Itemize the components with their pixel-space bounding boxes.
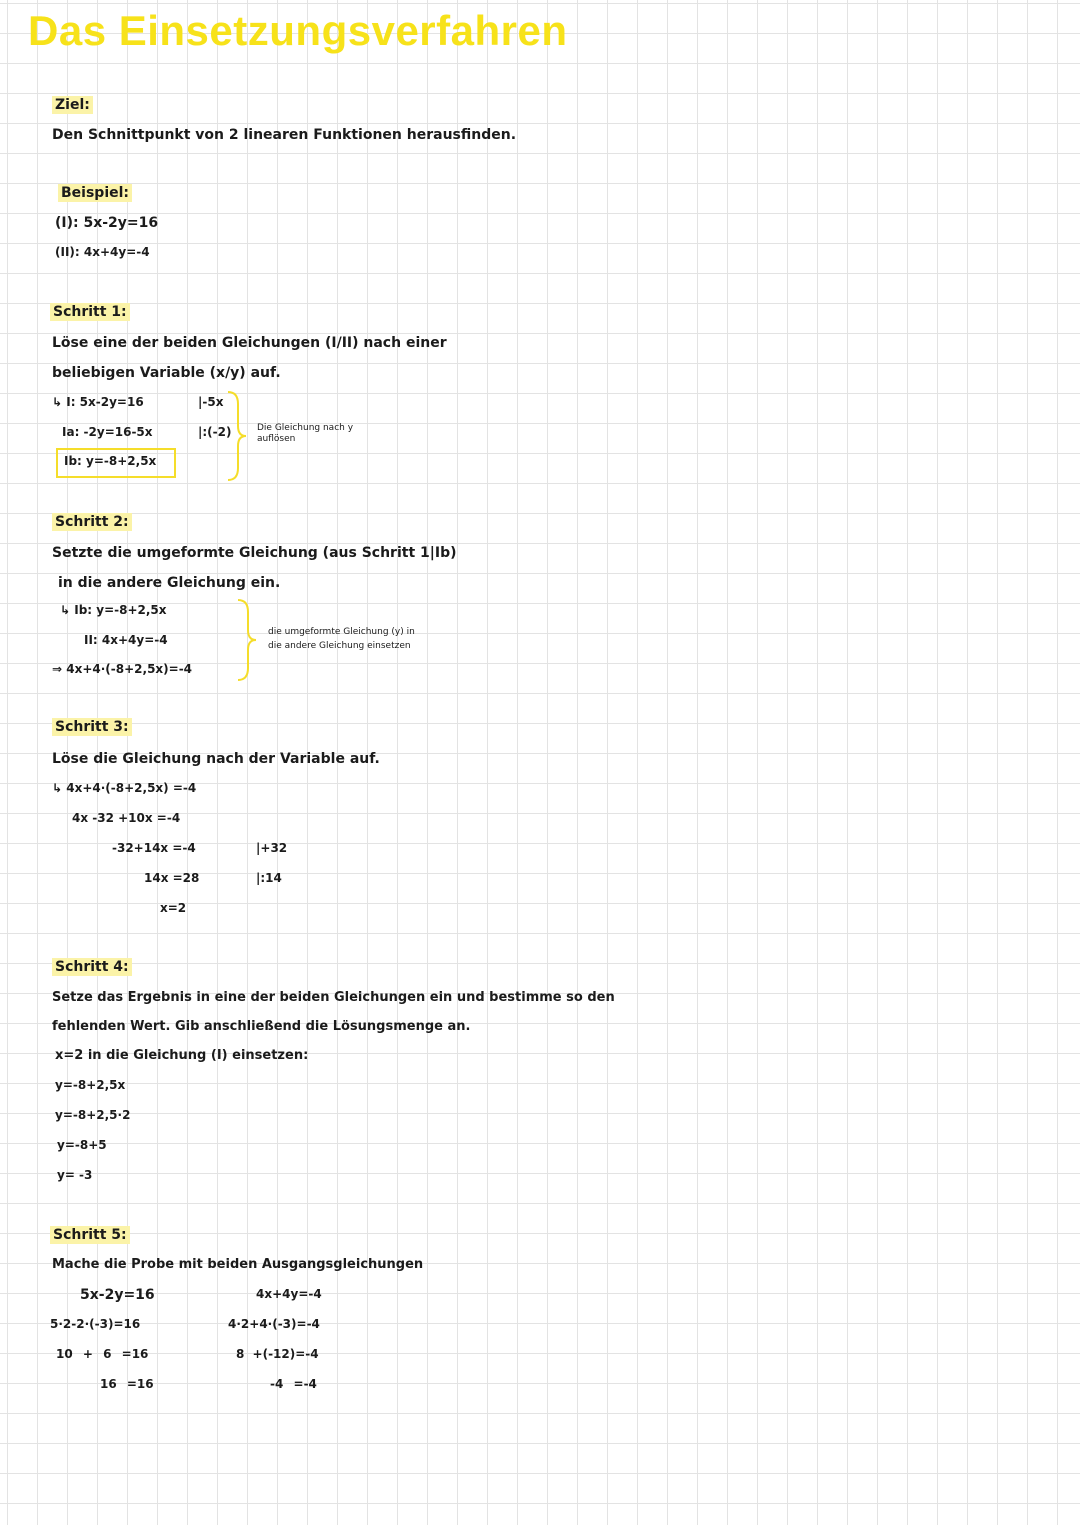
ziel-text: Den Schnittpunkt von 2 linearen Funktionen herausfinden.	[52, 127, 517, 143]
schritt4-heading	[52, 960, 132, 974]
schritt4-line3: x=2 in die Gleichung (I) einsetzen:	[55, 1048, 309, 1063]
probe-right-2: 4·2+4·(-3)=-4	[228, 1317, 320, 1331]
schritt1-op-a: |-5x	[198, 395, 224, 409]
probe-right-1: 4x+4y=-4	[256, 1287, 322, 1301]
schritt1-op-b: |:(-2)	[198, 425, 232, 439]
schritt3-line1: Löse die Gleichung nach der Variable auf.	[52, 751, 380, 767]
schritt2-note-line1: die umgeformte Gleichung (y) in	[268, 627, 415, 637]
page-title: Das Einsetzungsverfahren	[28, 7, 568, 54]
schritt4-eq-c: y=-8+5	[57, 1138, 107, 1152]
schritt4-heading-label: Schritt 4:	[52, 958, 132, 976]
schritt1-eq-c: Ib: y=-8+2,5x	[64, 454, 157, 468]
schritt3-eq-c: -32+14x =-4	[112, 841, 196, 855]
schritt4-line1: Setze das Ergebnis in eine der beiden Gleichungen ein und bestimme so den	[52, 990, 615, 1005]
probe-right-4: -4 =-4	[270, 1377, 317, 1391]
schritt1-eq-a: ↳ I: 5x-2y=16	[52, 395, 144, 409]
schritt1-eq-b: Ia: -2y=16-5x	[62, 425, 153, 439]
schritt2-line1: Setzte die umgeformte Gleichung (aus Schritt 1|Ib)	[52, 545, 457, 561]
schritt4-eq-a: y=-8+2,5x	[55, 1078, 126, 1092]
schritt3-heading-label: Schritt 3:	[52, 718, 132, 736]
schritt3-eq-b: 4x -32 +10x =-4	[72, 811, 181, 825]
schritt4-eq-d: y= -3	[57, 1168, 93, 1182]
schritt1-heading	[50, 305, 130, 319]
beispiel-heading-label: Beispiel:	[58, 184, 132, 202]
probe-left-1: 5x-2y=16	[80, 1287, 155, 1303]
probe-left-4: 16 =16	[100, 1377, 154, 1391]
beispiel-eq2: (II): 4x+4y=-4	[55, 245, 150, 259]
schritt2-eq-c: ⇒ 4x+4·(-8+2,5x)=-4	[52, 662, 193, 676]
probe-right-3: 8 +(-12)=-4	[236, 1347, 319, 1361]
schritt2-heading-label: Schritt 2:	[52, 513, 132, 531]
schritt3-eq-a: ↳ 4x+4·(-8+2,5x) =-4	[52, 781, 197, 795]
schritt4-line2: fehlenden Wert. Gib anschließend die Lösungsmenge an.	[52, 1019, 471, 1034]
schritt2-line2: in die andere Gleichung ein.	[58, 575, 281, 591]
schritt3-op-d: |:14	[256, 871, 282, 885]
schritt1-note: Die Gleichung nach y auflösen	[257, 423, 354, 444]
schritt2-eq-a: ↳ Ib: y=-8+2,5x	[60, 603, 167, 617]
schritt1-line1: Löse eine der beiden Gleichungen (I/II) nach einer	[52, 335, 447, 351]
brace-icon	[236, 598, 260, 682]
ziel-heading-label: Ziel:	[52, 96, 93, 114]
probe-left-3: 10 + 6 =16	[56, 1347, 149, 1361]
schritt3-eq-e: x=2	[160, 901, 187, 915]
schritt5-line1: Mache die Probe mit beiden Ausgangsgleichungen	[52, 1257, 424, 1272]
schritt3-op-c: |+32	[256, 841, 288, 855]
schritt3-eq-d: 14x =28	[144, 871, 200, 885]
schritt2-heading	[52, 515, 132, 529]
beispiel-heading	[58, 186, 132, 200]
schritt2-eq-b: II: 4x+4y=-4	[84, 633, 168, 647]
schritt5-heading	[50, 1228, 130, 1242]
brace-icon	[226, 390, 250, 482]
schritt1-heading-label: Schritt 1:	[50, 303, 130, 321]
probe-left-2: 5·2-2·(-3)=16	[50, 1317, 141, 1331]
schritt3-heading	[52, 720, 132, 734]
schritt1-line2: beliebigen Variable (x/y) auf.	[52, 365, 281, 381]
beispiel-eq1: (I): 5x-2y=16	[55, 215, 159, 231]
schritt5-heading-label: Schritt 5:	[50, 1226, 130, 1244]
ziel-heading	[52, 98, 93, 112]
schritt4-eq-b: y=-8+2,5·2	[55, 1108, 131, 1122]
schritt2-note-line2: die andere Gleichung einsetzen	[268, 641, 411, 651]
